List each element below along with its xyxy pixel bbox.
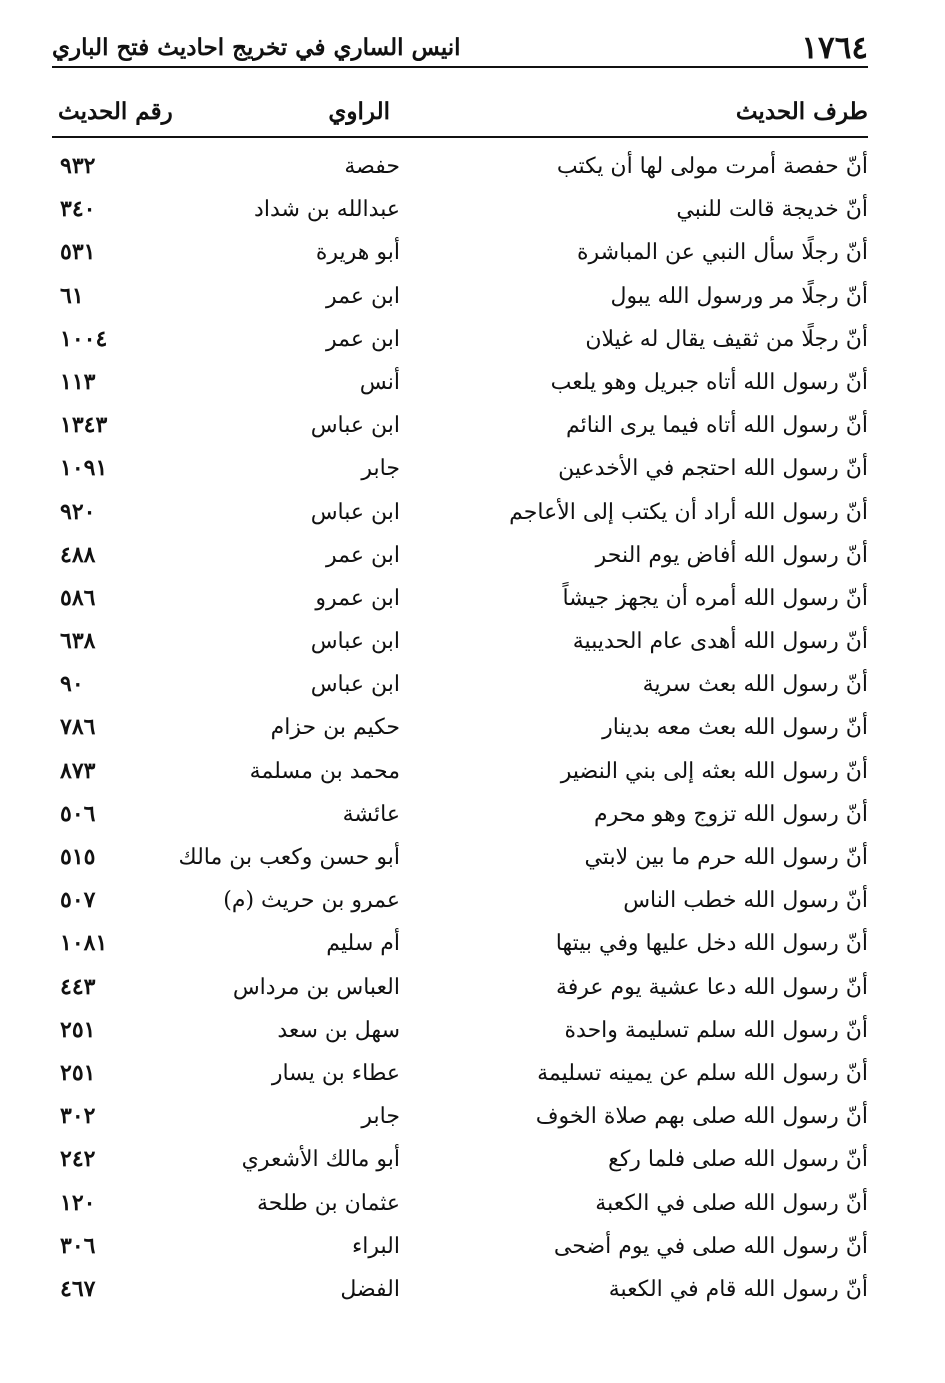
hadith-text: أنّ رسول الله أتاه فيما يرى النائم [566, 413, 868, 439]
narrator-name: ابن عباس [310, 672, 400, 698]
narrator-name: عبدالله بن شداد [254, 197, 400, 223]
hadith-text: أنّ رسول الله بعث معه بدينار [602, 715, 868, 741]
hadith-text: أنّ رسول الله صلى في يوم أضحى [553, 1233, 868, 1259]
narrator-name: ابن عباس [310, 499, 400, 525]
hadith-index-table [0, 145, 945, 1311]
table-row [0, 491, 945, 534]
hadith-number: ٤٤٣ [60, 973, 96, 1000]
table-row [0, 1225, 945, 1268]
hadith-number: ٩٣٢ [60, 153, 96, 179]
hadith-number: ٣٠٢ [60, 1103, 96, 1130]
narrator-name: ابن عباس [310, 413, 400, 439]
hadith-number: ٢٤٢ [60, 1146, 96, 1173]
hadith-number: ١٠٨١ [60, 930, 108, 957]
hadith-text: أنّ رسول الله احتجم في الأخدعين [558, 456, 868, 482]
hadith-number: ٢٥١ [60, 1016, 96, 1043]
hadith-text: أنّ رسول الله قام في الكعبة [608, 1276, 868, 1302]
narrator-name: أبو هريرة [315, 240, 400, 266]
hadith-text: أنّ رجلًا سأل النبي عن المباشرة [577, 240, 868, 266]
hadith-number: ٥٠٦ [60, 800, 96, 827]
hadith-number: ٧٨٦ [60, 714, 96, 741]
hadith-number: ٥٣١ [60, 239, 96, 266]
narrator-name: جابر [361, 456, 400, 482]
hadith-text: أنّ رجلًا من ثقيف يقال له غيلان [585, 326, 868, 352]
table-row [0, 1182, 945, 1225]
hadith-text: أنّ رسول الله خطب الناس [623, 888, 868, 914]
hadith-text: أنّ رسول الله دخل عليها وفي بيتها [555, 931, 868, 957]
table-row [0, 663, 945, 706]
hadith-text: أنّ رسول الله سلم تسليمة واحدة [564, 1017, 868, 1043]
narrator-name: البراء [351, 1233, 400, 1259]
narrator-name: أبو حسن وكعب بن مالك [178, 845, 400, 870]
hadith-number: ٥٠٧ [60, 887, 96, 914]
hadith-number: ٥١٥ [60, 844, 96, 870]
hadith-text: أنّ رسول الله أفاض يوم النحر [595, 542, 868, 568]
table-row [0, 1009, 945, 1052]
column-headers [52, 92, 868, 138]
narrator-name: عطاء بن يسار [271, 1060, 400, 1086]
narrator-name: سهل بن سعد [277, 1017, 400, 1043]
table-row [0, 145, 945, 188]
narrator-name: عائشة [342, 801, 400, 827]
narrator-name: ابن عمر [326, 326, 400, 352]
table-row [0, 793, 945, 836]
hadith-number: ٩٠ [60, 671, 84, 698]
narrator-name: أنس [359, 369, 400, 395]
table-row [0, 620, 945, 663]
table-row [0, 231, 945, 274]
hadith-text: أنّ رسول الله صلى في الكعبة [595, 1190, 868, 1216]
narrator-name: حكيم بن حزام [270, 715, 400, 741]
table-row [0, 966, 945, 1009]
hadith-text: أنّ رسول الله أراد أن يكتب إلى الأعاجم [509, 499, 868, 525]
table-row [0, 750, 945, 793]
table-row [0, 879, 945, 922]
hadith-text: أنّ رجلًا مر ورسول الله يبول [610, 283, 868, 309]
hadith-number: ٤٦٧ [60, 1275, 96, 1302]
running-header [52, 28, 868, 68]
table-row [0, 534, 945, 577]
hadith-text: أنّ رسول الله صلى بهم صلاة الخوف [535, 1104, 868, 1130]
hadith-text: أنّ رسول الله سلم عن يمينه تسليمة [537, 1060, 868, 1086]
column-header-hadith: طرف الحديث [735, 98, 868, 125]
hadith-text: أنّ رسول الله دعا عشية يوم عرفة [555, 974, 868, 1000]
table-row [0, 1138, 945, 1181]
hadith-text: أنّ رسول الله أمره أن يجهز جيشاً [562, 585, 868, 611]
narrator-name: محمد بن مسلمة [249, 758, 400, 784]
hadith-number: ١٢٠ [60, 1189, 96, 1216]
narrator-name: أبو مالك الأشعري [241, 1147, 400, 1173]
narrator-name: ابن عمر [326, 283, 400, 309]
hadith-number: ١٠٠٤ [60, 325, 108, 352]
hadith-number: ٨٧٣ [60, 757, 96, 784]
table-row [0, 1095, 945, 1138]
book-title: انيس الساري في تخريج احاديث فتح الباري [52, 34, 461, 61]
hadith-number: ١٠٩١ [60, 455, 108, 482]
hadith-text: أنّ رسول الله صلى فلما ركع [608, 1147, 868, 1173]
hadith-text: أنّ رسول الله حرم ما بين لابتي [584, 845, 868, 870]
table-row [0, 188, 945, 231]
narrator-name: أم سليم [326, 931, 400, 957]
hadith-number: ١١٣ [60, 368, 96, 395]
hadith-number: ٢٥١ [60, 1059, 96, 1086]
narrator-name: حفصة [344, 154, 400, 179]
table-row [0, 275, 945, 318]
table-row [0, 706, 945, 749]
narrator-name: عثمان بن طلحة [257, 1190, 400, 1216]
hadith-text: أنّ حفصة أمرت مولى لها أن يكتب [556, 154, 868, 179]
table-row [0, 1052, 945, 1095]
narrator-name: جابر [361, 1104, 400, 1130]
table-row [0, 447, 945, 490]
hadith-number: ٦١ [60, 282, 84, 309]
narrator-name: الفضل [340, 1276, 400, 1302]
narrator-name: ابن عمر [326, 542, 400, 568]
hadith-text: أنّ رسول الله تزوج وهو محرم [594, 801, 868, 827]
table-row [0, 361, 945, 404]
narrator-name: ابن عباس [310, 629, 400, 655]
table-row [0, 577, 945, 620]
page-number: ١٧٦٤ [801, 30, 868, 66]
hadith-number: ٤٨٨ [60, 541, 96, 568]
hadith-text: أنّ رسول الله بعث سرية [642, 672, 868, 698]
narrator-name: العباس بن مرداس [232, 974, 400, 1000]
hadith-number: ٩٢٠ [60, 498, 96, 525]
table-row [0, 922, 945, 965]
hadith-text: أنّ رسول الله أتاه جبريل وهو يلعب [550, 369, 868, 395]
table-row [0, 318, 945, 361]
column-header-number: رقم الحديث [58, 98, 173, 125]
hadith-number: ٦٣٨ [60, 628, 96, 655]
hadith-text: أنّ رسول الله بعثه إلى بني النضير [560, 758, 868, 784]
hadith-number: ٣٤٠ [60, 196, 96, 223]
narrator-name: ابن عمرو [315, 585, 400, 611]
hadith-text: أنّ خديجة قالت للنبي [676, 197, 868, 223]
hadith-number: ٥٨٦ [60, 584, 96, 611]
hadith-number: ١٣٤٣ [60, 412, 108, 439]
column-header-narrator: الراوي [328, 98, 390, 125]
narrator-name: عمرو بن حريث (م) [223, 888, 400, 914]
table-row [0, 404, 945, 447]
hadith-number: ٣٠٦ [60, 1232, 96, 1259]
hadith-text: أنّ رسول الله أهدى عام الحديبية [572, 629, 868, 655]
table-row [0, 836, 945, 879]
table-row [0, 1268, 945, 1311]
